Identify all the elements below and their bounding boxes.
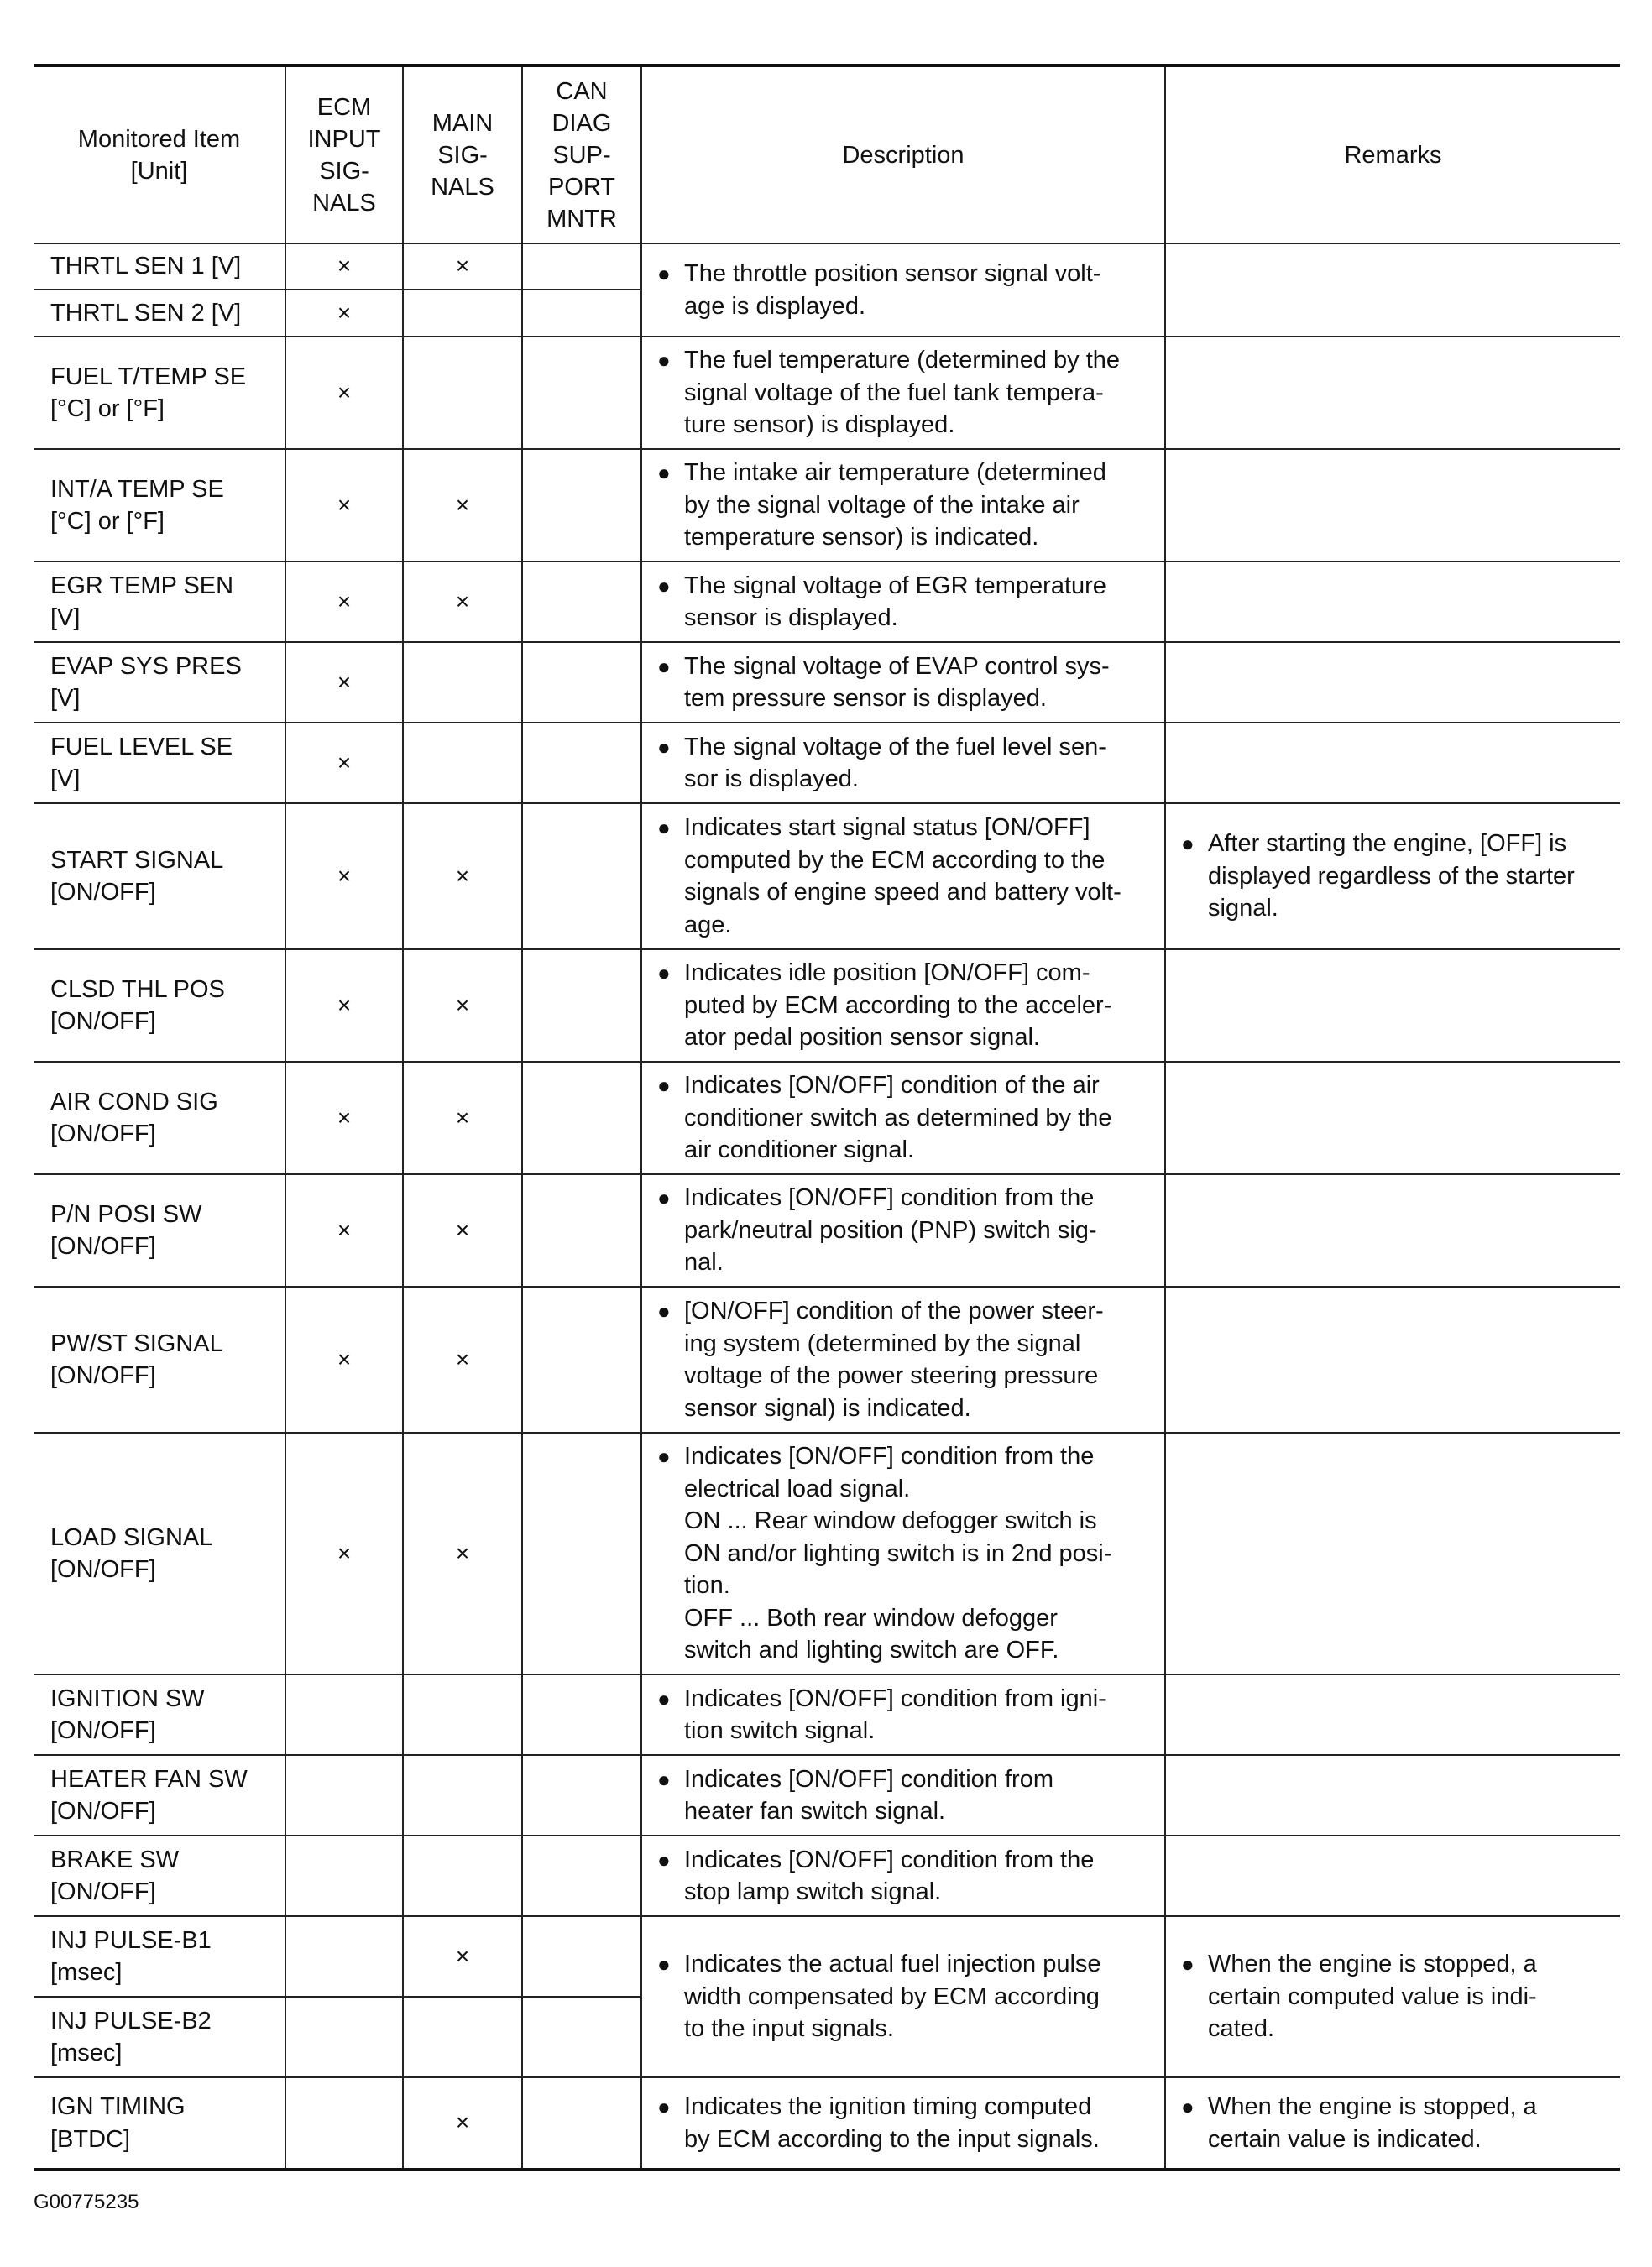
description-text: Indicates the ignition timing computed by ECM according to the input signals.	[684, 2093, 1100, 2153]
table-row	[34, 1755, 1620, 1836]
bullet-icon: ●	[657, 1073, 671, 1099]
figure-code: G00775235	[34, 2191, 139, 2213]
main-signal-cell: ×	[403, 1287, 522, 1433]
table-row	[34, 337, 1620, 449]
bullet-icon: ●	[1181, 1951, 1195, 1977]
description-bullet-item	[657, 570, 1153, 635]
description-text: The intake air temperature (determined by the signal voltage of the intake air temperature sensor) is indicated.	[684, 459, 1106, 551]
description-text: [ON/OFF] condition of the power steer- ing system (determined by the signal voltage of the power steering pressure sensor signal) is indicated.	[684, 1298, 1104, 1422]
remarks-text: When the engine is stopped, a certain value is indicated.	[1208, 2093, 1537, 2153]
can-diag-cell	[522, 1433, 641, 1674]
monitored-item-cell: PW/ST SIGNAL [ON/OFF]	[34, 1287, 285, 1433]
description-cell	[641, 337, 1165, 449]
ecm-input-cell	[285, 1997, 403, 2077]
monitored-item-cell: THRTL SEN 1 [V]	[34, 243, 285, 290]
table-row	[34, 949, 1620, 1062]
description-bullet-item	[657, 344, 1153, 441]
main-signal-cell	[403, 1755, 522, 1836]
description-bullet-item	[657, 1948, 1153, 2045]
monitored-item-cell: THRTL SEN 2 [V]	[34, 290, 285, 337]
can-diag-cell	[522, 803, 641, 949]
ecm-input-cell: ×	[285, 1174, 403, 1287]
monitored-item-cell: P/N POSI SW [ON/OFF]	[34, 1174, 285, 1287]
monitored-item-cell: INJ PULSE-B1 [msec]	[34, 1916, 285, 1997]
remarks-text: After starting the engine, [OFF] is displayed regardless of the starter signal.	[1208, 830, 1575, 922]
can-diag-cell	[522, 243, 641, 290]
bullet-icon: ●	[657, 572, 671, 598]
table-row	[34, 1174, 1620, 1287]
monitored-item-cell: INT/A TEMP SE [°C] or [°F]	[34, 449, 285, 562]
can-diag-cell	[522, 642, 641, 723]
table-row	[34, 1433, 1620, 1674]
description-text: Indicates [ON/OFF] condition from the park/neutral position (PNP) switch sig- nal.	[684, 1184, 1097, 1277]
bullet-icon: ●	[1181, 2094, 1195, 2119]
remarks-cell	[1165, 642, 1620, 723]
description-text: Indicates start signal status [ON/OFF] computed by the ECM according to the signals of engine speed and battery volt- age.	[684, 814, 1121, 938]
description-cell	[641, 562, 1165, 642]
bullet-icon: ●	[657, 815, 671, 840]
table-row	[34, 803, 1620, 949]
description-bullet-item	[657, 1440, 1153, 1667]
description-bullet-item	[657, 457, 1153, 554]
description-cell	[641, 2077, 1165, 2170]
monitored-item-cell: AIR COND SIG [ON/OFF]	[34, 1062, 285, 1174]
remarks-cell	[1165, 723, 1620, 803]
main-signal-cell	[403, 723, 522, 803]
remarks-cell	[1165, 803, 1620, 949]
can-diag-cell	[522, 1997, 641, 2077]
monitored-item-cell: HEATER FAN SW [ON/OFF]	[34, 1755, 285, 1836]
description-cell	[641, 723, 1165, 803]
description-text: Indicates [ON/OFF] condition from heater fan switch signal.	[684, 1765, 1053, 1825]
table-row	[34, 1674, 1620, 1755]
can-diag-cell	[522, 449, 641, 562]
description-cell	[641, 1916, 1165, 2077]
description-cell	[641, 1836, 1165, 1916]
remarks-cell	[1165, 949, 1620, 1062]
ecm-input-cell	[285, 1755, 403, 1836]
description-cell	[641, 1755, 1165, 1836]
description-bullet-item	[657, 1844, 1153, 1909]
ecm-input-cell: ×	[285, 642, 403, 723]
can-diag-cell	[522, 1174, 641, 1287]
monitored-item-cell: START SIGNAL [ON/OFF]	[34, 803, 285, 949]
description-bullet-item	[657, 258, 1153, 322]
table-row	[34, 449, 1620, 562]
main-signal-cell	[403, 642, 522, 723]
bullet-icon: ●	[657, 653, 671, 679]
description-cell	[641, 449, 1165, 562]
remarks-cell	[1165, 243, 1620, 337]
description-cell	[641, 642, 1165, 723]
monitor-item-table	[34, 64, 1620, 2171]
ecm-input-cell	[285, 1836, 403, 1916]
description-text: The fuel temperature (determined by the signal voltage of the fuel tank tempera- ture sensor) is displayed.	[684, 347, 1121, 439]
description-text: The signal voltage of EGR temperature sensor is displayed.	[684, 572, 1106, 631]
bullet-icon: ●	[657, 960, 671, 986]
can-diag-cell	[522, 1062, 641, 1174]
can-diag-cell	[522, 562, 641, 642]
description-text: Indicates idle position [ON/OFF] com- puted by ECM according to the acceler- ator pedal position sensor signal.	[684, 959, 1112, 1052]
description-bullet-item	[657, 650, 1153, 715]
bullet-icon: ●	[1181, 831, 1195, 857]
monitored-item-cell: IGN TIMING [BTDC]	[34, 2077, 285, 2170]
ecm-input-cell: ×	[285, 723, 403, 803]
can-diag-cell	[522, 1674, 641, 1755]
monitored-item-cell: LOAD SIGNAL [ON/OFF]	[34, 1433, 285, 1674]
header-main-signals: MAIN SIG- NALS	[403, 65, 522, 243]
main-signal-cell: ×	[403, 562, 522, 642]
description-cell	[641, 949, 1165, 1062]
main-signal-cell	[403, 1836, 522, 1916]
bullet-icon: ●	[657, 1766, 671, 1792]
table-row	[34, 723, 1620, 803]
main-signal-cell	[403, 290, 522, 337]
description-cell	[641, 243, 1165, 337]
bullet-icon: ●	[657, 347, 671, 373]
ecm-input-cell: ×	[285, 1287, 403, 1433]
remarks-bullet-item	[1181, 828, 1608, 925]
description-text: Indicates [ON/OFF] condition from the electrical load signal. ON ... Rear window defogger switch is ON and/or lighting switch is in 2nd posi- tion. OFF ... Both rear window defogger switch and lighting switch are OFF.	[684, 1443, 1112, 1664]
can-diag-cell	[522, 337, 641, 449]
can-diag-cell	[522, 1916, 641, 1997]
monitor-item-table-sheet	[34, 64, 1620, 2171]
can-diag-cell	[522, 290, 641, 337]
ecm-input-cell: ×	[285, 337, 403, 449]
ecm-input-cell: ×	[285, 243, 403, 290]
remarks-bullet-item	[1181, 2091, 1608, 2155]
remarks-cell	[1165, 1674, 1620, 1755]
header-remarks: Remarks	[1165, 65, 1620, 243]
main-signal-cell	[403, 1997, 522, 2077]
can-diag-cell	[522, 1287, 641, 1433]
bullet-icon: ●	[657, 2094, 671, 2119]
description-text: The signal voltage of the fuel level sen- sor is displayed.	[684, 733, 1106, 792]
remarks-cell	[1165, 1062, 1620, 1174]
description-text: The signal voltage of EVAP control sys- tem pressure sensor is displayed.	[684, 652, 1110, 712]
ecm-input-cell	[285, 1674, 403, 1755]
description-bullet-item	[657, 1069, 1153, 1167]
monitored-item-cell: EVAP SYS PRES [V]	[34, 642, 285, 723]
remarks-cell	[1165, 1174, 1620, 1287]
ecm-input-cell: ×	[285, 1433, 403, 1674]
description-text: Indicates [ON/OFF] condition of the air conditioner switch as determined by the air conditioner signal.	[684, 1072, 1112, 1164]
description-cell	[641, 803, 1165, 949]
main-signal-cell: ×	[403, 1433, 522, 1674]
remarks-cell	[1165, 1287, 1620, 1433]
header-row	[34, 65, 1620, 243]
description-bullet-item	[657, 1295, 1153, 1424]
main-signal-cell: ×	[403, 449, 522, 562]
table-row	[34, 642, 1620, 723]
remarks-cell	[1165, 1836, 1620, 1916]
remarks-text: When the engine is stopped, a certain computed value is indi- cated.	[1208, 1951, 1537, 2043]
monitored-item-cell: INJ PULSE-B2 [msec]	[34, 1997, 285, 2077]
main-signal-cell: ×	[403, 1174, 522, 1287]
can-diag-cell	[522, 949, 641, 1062]
description-cell	[641, 1174, 1165, 1287]
remarks-cell	[1165, 562, 1620, 642]
description-cell	[641, 1674, 1165, 1755]
description-text: Indicates [ON/OFF] condition from the stop lamp switch signal.	[684, 1846, 1095, 1905]
monitored-item-cell: EGR TEMP SEN [V]	[34, 562, 285, 642]
remarks-cell	[1165, 1916, 1620, 2077]
description-text: Indicates [ON/OFF] condition from igni- tion switch signal.	[684, 1685, 1106, 1744]
description-cell	[641, 1287, 1165, 1433]
table-row	[34, 1287, 1620, 1433]
ecm-input-cell	[285, 1916, 403, 1997]
main-signal-cell: ×	[403, 949, 522, 1062]
header-ecm-input-signals: ECM INPUT SIG- NALS	[285, 65, 403, 243]
can-diag-cell	[522, 1755, 641, 1836]
bullet-icon: ●	[657, 1951, 671, 1977]
description-bullet-item	[657, 1182, 1153, 1279]
remarks-cell	[1165, 1755, 1620, 1836]
remarks-cell	[1165, 2077, 1620, 2170]
ecm-input-cell: ×	[285, 1062, 403, 1174]
can-diag-cell	[522, 723, 641, 803]
remarks-cell	[1165, 1433, 1620, 1674]
monitored-item-cell: FUEL T/TEMP SE [°C] or [°F]	[34, 337, 285, 449]
header-monitored-item: Monitored Item [Unit]	[34, 65, 285, 243]
description-cell	[641, 1433, 1165, 1674]
bullet-icon: ●	[657, 1444, 671, 1470]
bullet-icon: ●	[657, 1685, 671, 1711]
ecm-input-cell: ×	[285, 449, 403, 562]
main-signal-cell: ×	[403, 243, 522, 290]
description-bullet-item	[657, 957, 1153, 1054]
bullet-icon: ●	[657, 1298, 671, 1324]
description-bullet-item	[657, 1683, 1153, 1747]
main-signal-cell	[403, 337, 522, 449]
table-row	[34, 562, 1620, 642]
monitored-item-cell: BRAKE SW [ON/OFF]	[34, 1836, 285, 1916]
main-signal-cell: ×	[403, 2077, 522, 2170]
ecm-input-cell: ×	[285, 290, 403, 337]
monitored-item-cell: IGNITION SW [ON/OFF]	[34, 1674, 285, 1755]
main-signal-cell: ×	[403, 1062, 522, 1174]
ecm-input-cell: ×	[285, 803, 403, 949]
bullet-icon: ●	[657, 1185, 671, 1211]
can-diag-cell	[522, 2077, 641, 2170]
remarks-cell	[1165, 449, 1620, 562]
monitored-item-cell: FUEL LEVEL SE [V]	[34, 723, 285, 803]
ecm-input-cell	[285, 2077, 403, 2170]
can-diag-cell	[522, 1836, 641, 1916]
ecm-input-cell: ×	[285, 562, 403, 642]
table-row	[34, 1062, 1620, 1174]
description-bullet-item	[657, 731, 1153, 796]
ecm-input-cell: ×	[285, 949, 403, 1062]
table-row	[34, 1836, 1620, 1916]
description-cell	[641, 1062, 1165, 1174]
bullet-icon: ●	[657, 460, 671, 486]
description-bullet-item	[657, 2091, 1153, 2155]
main-signal-cell	[403, 1674, 522, 1755]
header-description: Description	[641, 65, 1165, 243]
description-text: The throttle position sensor signal volt- age is displayed.	[684, 260, 1101, 320]
main-signal-cell: ×	[403, 803, 522, 949]
main-signal-cell: ×	[403, 1916, 522, 1997]
monitored-item-cell: CLSD THL POS [ON/OFF]	[34, 949, 285, 1062]
bullet-icon: ●	[657, 261, 671, 286]
table-row	[34, 243, 1620, 290]
remarks-bullet-item	[1181, 1948, 1608, 2045]
table-row	[34, 2077, 1620, 2170]
description-bullet-item	[657, 1763, 1153, 1828]
description-bullet-item	[657, 812, 1153, 941]
bullet-icon: ●	[657, 734, 671, 760]
remarks-cell	[1165, 337, 1620, 449]
bullet-icon: ●	[657, 1847, 671, 1873]
header-can-diag-support: CAN DIAG SUP- PORT MNTR	[522, 65, 641, 243]
description-text: Indicates the actual fuel injection pulse width compensated by ECM according to the input signals.	[684, 1951, 1101, 2043]
table-row	[34, 1916, 1620, 1997]
